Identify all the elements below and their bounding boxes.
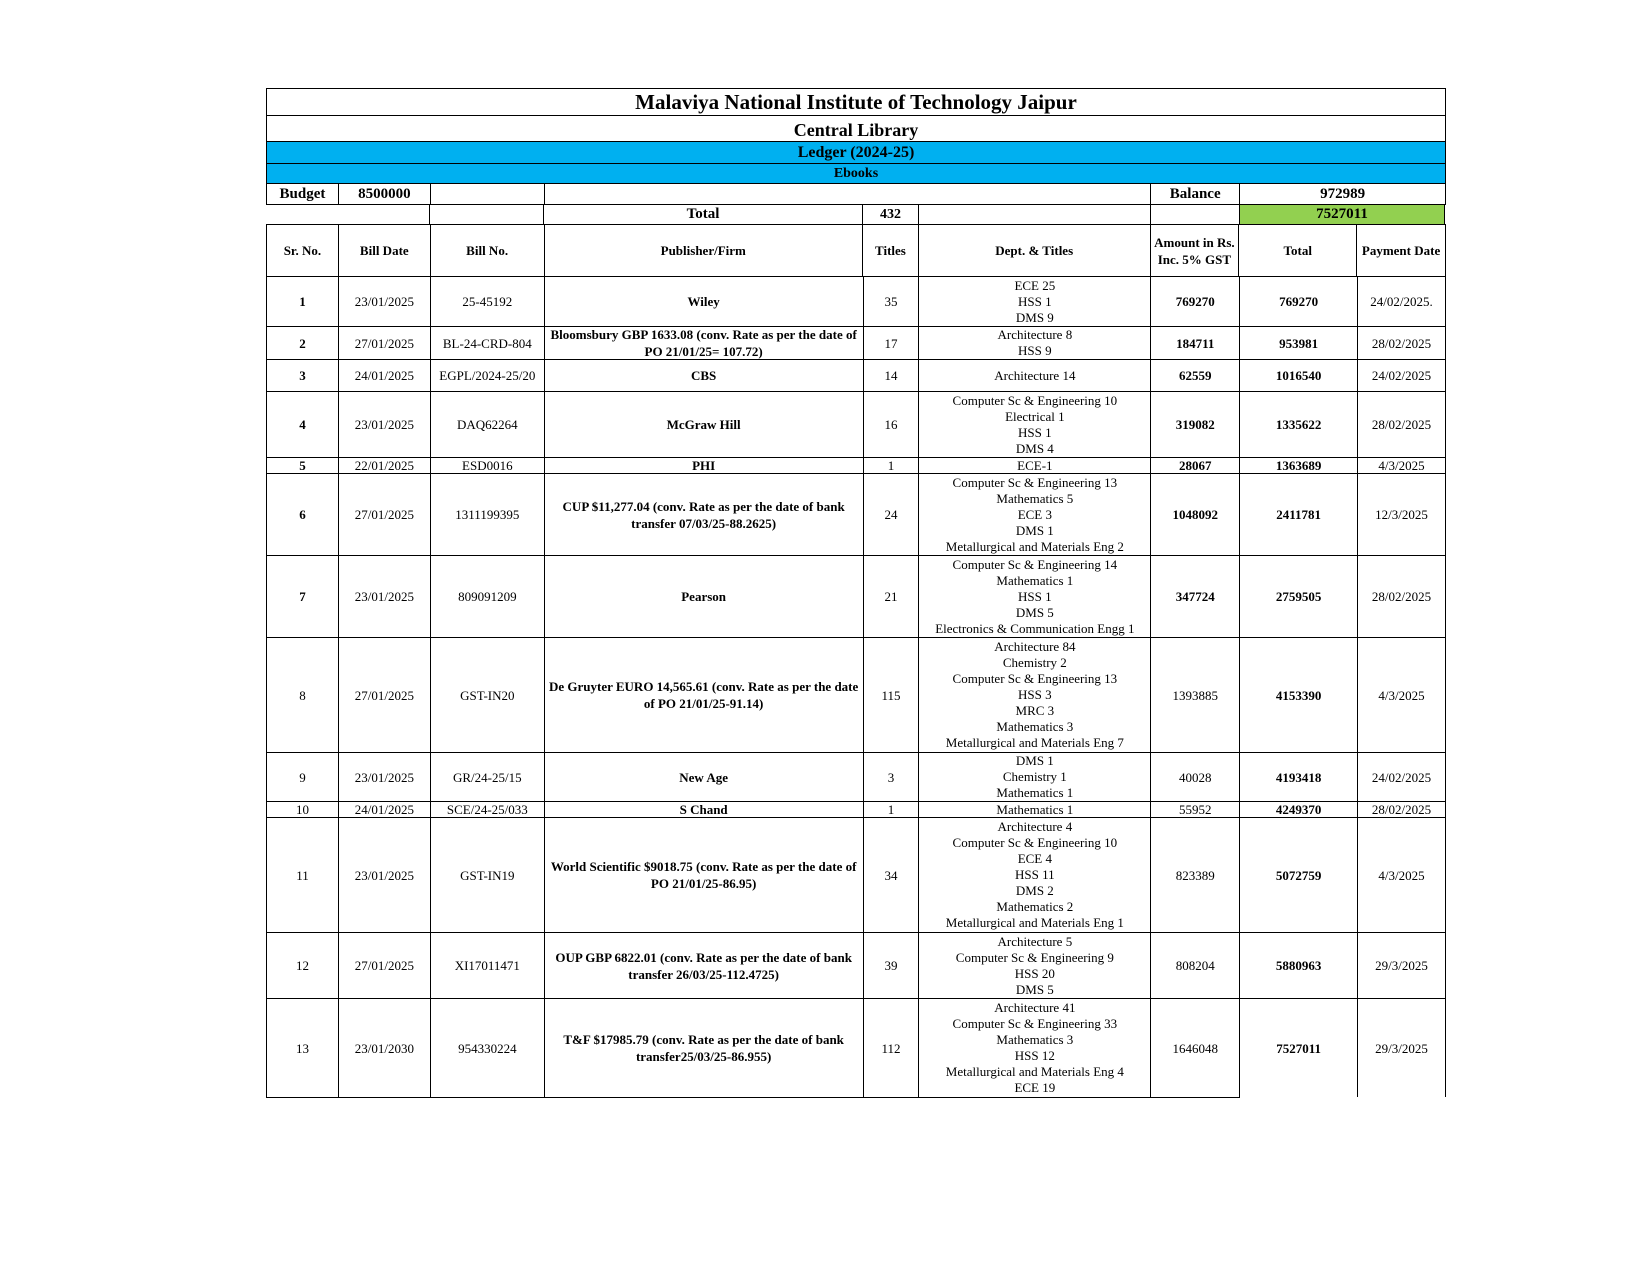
cell-dept-titles (919, 802, 1151, 817)
cell-bill-date: 24/01/2025 (339, 360, 431, 391)
table-row (266, 474, 1446, 556)
cell-payment-date: 28/02/2025 (1358, 392, 1446, 457)
dept-line: Chemistry 1 (1002, 769, 1067, 784)
dept-line: Mathematics 1 (996, 785, 1074, 800)
dept-line: Mathematics 1 (996, 802, 1074, 817)
dept-line: Computer Sc & Engineering 14 (952, 556, 1118, 572)
dept-line: Mathematics 5 (996, 490, 1074, 506)
cell-payment-date: 4/3/2025 (1358, 458, 1446, 473)
budget-label: Budget (267, 184, 339, 204)
ledger-rows (266, 277, 1446, 1098)
table-row (266, 802, 1446, 818)
cell-amount: 1646048 (1151, 999, 1240, 1097)
total-label: Total (544, 205, 863, 224)
cell-total: 4193418 (1240, 753, 1358, 801)
cell-amount: 808204 (1151, 933, 1240, 998)
cell-total: 2759505 (1240, 556, 1358, 637)
cell-amount: 55952 (1151, 802, 1240, 817)
dept-line: Mathematics 1 (996, 572, 1074, 588)
dept-line: HSS 1 (1018, 424, 1052, 440)
dept-line: Metallurgical and Materials Eng 1 (945, 915, 1124, 930)
cell-payment-date: 28/02/2025 (1358, 327, 1446, 359)
col-publisher: Publisher/Firm (545, 225, 863, 276)
cell-total: 769270 (1240, 277, 1358, 326)
cell-dept-titles (919, 474, 1151, 555)
dept-line: Chemistry 2 (1002, 655, 1067, 670)
cell-bill-no: 25-45192 (431, 277, 545, 326)
cell-sr-no: 2 (267, 327, 339, 359)
dept-line: Architecture 4 (997, 819, 1073, 834)
ledger-band (266, 141, 1446, 163)
cell-payment-date: 24/02/2025 (1358, 360, 1446, 391)
dept-line: DMS 9 (1015, 309, 1054, 325)
budget-value: 8500000 (339, 184, 431, 204)
budget-blank-2 (545, 184, 1151, 204)
cell-bill-date: 22/01/2025 (339, 458, 431, 473)
dept-line: ECE 19 (1014, 1080, 1056, 1095)
cell-amount: 28067 (1151, 458, 1240, 473)
cell-dept-titles (919, 638, 1151, 752)
cell-titles: 21 (864, 556, 920, 637)
cell-publisher: T&F $17985.79 (conv. Rate as per the date of bank transfer25/03/25-86.955) (545, 999, 864, 1097)
cell-sr-no: 10 (267, 802, 339, 817)
cell-total: 2411781 (1240, 474, 1358, 555)
institute-title: Malaviya National Institute of Technology Jaipur (635, 89, 1077, 114)
dept-line: Architecture 14 (994, 367, 1076, 383)
dept-line: DMS 5 (1015, 604, 1054, 620)
dept-line: Computer Sc & Engineering 13 (952, 671, 1118, 686)
library-title: Central Library (793, 120, 919, 140)
cell-payment-date: 24/02/2025. (1358, 277, 1446, 326)
cell-bill-no: XI17011471 (431, 933, 545, 998)
cell-dept-titles (919, 277, 1151, 326)
cell-titles: 35 (864, 277, 920, 326)
cell-sr-no: 7 (267, 556, 339, 637)
cell-publisher: Bloomsbury GBP 1633.08 (conv. Rate as per the date of PO 21/01/25= 107.72) (545, 327, 864, 359)
cell-payment-date: 4/3/2025 (1358, 638, 1446, 752)
cell-dept-titles (919, 360, 1151, 391)
dept-line: Mathematics 3 (996, 1032, 1074, 1047)
section-band (266, 163, 1446, 183)
dept-line: ECE 3 (1017, 506, 1052, 522)
dept-line: DMS 1 (1015, 753, 1054, 768)
table-row (266, 556, 1446, 638)
dept-line: HSS 12 (1014, 1048, 1055, 1063)
cell-payment-date: 24/02/2025 (1358, 753, 1446, 801)
cell-bill-date: 27/01/2025 (339, 327, 431, 359)
cell-bill-date: 23/01/2030 (339, 999, 431, 1097)
cell-titles: 112 (864, 999, 920, 1097)
dept-line: MRC 3 (1015, 703, 1055, 718)
cell-bill-date: 23/01/2025 (339, 556, 431, 637)
total-blank-5 (1151, 205, 1240, 224)
dept-line: HSS 11 (1015, 867, 1055, 882)
dept-line: ECE 25 (1014, 277, 1056, 293)
total-blank-2 (338, 205, 430, 224)
cell-sr-no: 12 (267, 933, 339, 998)
cell-bill-date: 23/01/2025 (339, 753, 431, 801)
total-blank-3 (430, 205, 544, 224)
cell-amount: 1048092 (1151, 474, 1240, 555)
dept-line: Mathematics 3 (996, 719, 1074, 734)
cell-bill-no: GST-IN20 (431, 638, 545, 752)
grand-total: 7527011 (1240, 205, 1445, 224)
dept-line: DMS 4 (1015, 440, 1054, 456)
cell-total: 5072759 (1240, 818, 1358, 932)
cell-bill-no: GR/24-25/15 (431, 753, 545, 801)
ledger-sheet (266, 88, 1446, 1098)
cell-payment-date: 4/3/2025 (1358, 818, 1446, 932)
cell-titles: 16 (864, 392, 920, 457)
dept-line: Architecture 41 (994, 1000, 1076, 1015)
dept-line: DMS 5 (1015, 981, 1054, 997)
col-sr-no: Sr. No. (267, 225, 339, 276)
dept-line: Mathematics 2 (996, 899, 1074, 914)
cell-amount: 347724 (1151, 556, 1240, 637)
dept-line: Computer Sc & Engineering 9 (955, 949, 1114, 965)
dept-line: Electronics & Communication Engg 1 (935, 620, 1135, 636)
dept-line: Architecture 8 (997, 327, 1073, 342)
dept-line: HSS 1 (1018, 293, 1052, 309)
dept-line: ECE-1 (1017, 458, 1053, 473)
cell-amount: 319082 (1151, 392, 1240, 457)
cell-bill-no: EGPL/2024-25/20 (431, 360, 545, 391)
cell-sr-no: 3 (267, 360, 339, 391)
cell-sr-no: 1 (267, 277, 339, 326)
col-amount: Amount in Rs. Inc. 5% GST (1151, 225, 1240, 276)
dept-line: Computer Sc & Engineering 10 (952, 392, 1118, 408)
cell-bill-date: 24/01/2025 (339, 802, 431, 817)
cell-amount: 40028 (1151, 753, 1240, 801)
dept-line: Architecture 5 (997, 933, 1073, 949)
cell-dept-titles (919, 458, 1151, 473)
cell-bill-date: 27/01/2025 (339, 933, 431, 998)
col-total: Total (1239, 225, 1357, 276)
cell-titles: 1 (864, 802, 920, 817)
table-row (266, 277, 1446, 327)
dept-line: Computer Sc & Engineering 10 (952, 835, 1118, 850)
cell-dept-titles (919, 327, 1151, 359)
library-title-row (266, 116, 1446, 141)
section-title: Ebooks (833, 166, 879, 181)
cell-amount: 823389 (1151, 818, 1240, 932)
cell-total: 4249370 (1240, 802, 1358, 817)
cell-amount: 62559 (1151, 360, 1240, 391)
col-bill-date: Bill Date (339, 225, 431, 276)
cell-dept-titles (919, 999, 1151, 1097)
cell-dept-titles (919, 556, 1151, 637)
cell-payment-date: 28/02/2025 (1358, 802, 1446, 817)
cell-publisher: CUP $11,277.04 (conv. Rate as per the date of bank transfer 07/03/25-88.2625) (545, 474, 864, 555)
cell-titles: 115 (864, 638, 920, 752)
cell-payment-date: 12/3/2025 (1358, 474, 1446, 555)
cell-sr-no: 4 (267, 392, 339, 457)
cell-bill-date: 23/01/2025 (339, 818, 431, 932)
cell-titles: 3 (864, 753, 920, 801)
cell-bill-date: 27/01/2025 (339, 474, 431, 555)
table-row (266, 327, 1446, 360)
cell-bill-date: 27/01/2025 (339, 638, 431, 752)
total-titles: 432 (863, 205, 919, 224)
table-row (266, 818, 1446, 933)
table-row (266, 458, 1446, 474)
col-bill-no: Bill No. (431, 225, 545, 276)
cell-total: 4153390 (1240, 638, 1358, 752)
dept-line: ECE 4 (1017, 851, 1052, 866)
cell-publisher: New Age (545, 753, 864, 801)
dept-line: HSS 9 (1018, 343, 1052, 358)
cell-publisher: S Chand (545, 802, 864, 817)
cell-sr-no: 13 (267, 999, 339, 1097)
dept-line: Metallurgical and Materials Eng 2 (945, 538, 1124, 554)
balance-value: 972989 (1320, 185, 1366, 202)
table-row (266, 999, 1446, 1097)
cell-bill-date: 23/01/2025 (339, 277, 431, 326)
institute-title-row (266, 88, 1446, 116)
cell-sr-no: 9 (267, 753, 339, 801)
cell-titles: 1 (864, 458, 920, 473)
table-row (266, 933, 1446, 999)
cell-total: 5880963 (1240, 933, 1358, 998)
cell-bill-date: 23/01/2025 (339, 392, 431, 457)
dept-line: Computer Sc & Engineering 13 (952, 474, 1118, 490)
cell-sr-no: 11 (267, 818, 339, 932)
cell-titles: 34 (864, 818, 920, 932)
cell-titles: 17 (864, 327, 920, 359)
table-row (266, 753, 1446, 802)
cell-bill-no: 954330224 (431, 999, 545, 1097)
cell-dept-titles (919, 818, 1151, 932)
cell-publisher: McGraw Hill (545, 392, 864, 457)
cell-total: 953981 (1240, 327, 1358, 359)
cell-total: 1016540 (1240, 360, 1358, 391)
cell-total: 7527011 (1240, 999, 1358, 1097)
cell-dept-titles (919, 933, 1151, 998)
dept-line: HSS 3 (1018, 687, 1052, 702)
table-row (266, 360, 1446, 392)
cell-sr-no: 6 (267, 474, 339, 555)
dept-line: DMS 2 (1015, 883, 1054, 898)
cell-bill-no: DAQ62264 (431, 392, 545, 457)
cell-total: 1335622 (1240, 392, 1358, 457)
table-bottom-border (266, 1097, 1240, 1098)
cell-sr-no: 8 (267, 638, 339, 752)
total-row (266, 204, 1446, 224)
cell-dept-titles (919, 392, 1151, 457)
cell-publisher: CBS (545, 360, 864, 391)
cell-bill-no: SCE/24-25/033 (431, 802, 545, 817)
cell-publisher: World Scientific $9018.75 (conv. Rate as per the date of PO 21/01/25-86.95) (545, 818, 864, 932)
cell-publisher: PHI (545, 458, 864, 473)
cell-dept-titles (919, 753, 1151, 801)
dept-line: HSS 1 (1018, 588, 1052, 604)
dept-line: Computer Sc & Engineering 33 (952, 1016, 1118, 1031)
cell-amount: 184711 (1151, 327, 1240, 359)
cell-publisher: Wiley (545, 277, 864, 326)
ledger-title: Ledger (2024-25) (797, 144, 915, 161)
cell-amount: 1393885 (1151, 638, 1240, 752)
dept-line: Metallurgical and Materials Eng 7 (945, 735, 1124, 750)
table-row (266, 638, 1446, 753)
cell-bill-no: BL-24-CRD-804 (431, 327, 545, 359)
cell-payment-date: 29/3/2025 (1358, 933, 1446, 998)
cell-publisher: OUP GBP 6822.01 (conv. Rate as per the date of bank transfer 26/03/25-112.4725) (545, 933, 864, 998)
dept-line: Electrical 1 (1005, 408, 1065, 424)
col-payment-date: Payment Date (1361, 243, 1441, 258)
cell-titles: 39 (864, 933, 920, 998)
cell-payment-date: 28/02/2025 (1358, 556, 1446, 637)
cell-bill-no: 809091209 (431, 556, 545, 637)
budget-blank-1 (431, 184, 545, 204)
dept-line: HSS 20 (1014, 965, 1055, 981)
budget-row (266, 183, 1446, 204)
balance-label: Balance (1151, 184, 1240, 204)
cell-amount: 769270 (1151, 277, 1240, 326)
cell-publisher: Pearson (545, 556, 864, 637)
column-header-row (266, 224, 1446, 277)
dept-line: Metallurgical and Materials Eng 4 (945, 1064, 1124, 1079)
cell-publisher: De Gruyter EURO 14,565.61 (conv. Rate as per the date of PO 21/01/25-91.14) (545, 638, 864, 752)
cell-sr-no: 5 (267, 458, 339, 473)
total-blank-1 (266, 205, 338, 224)
cell-bill-no: 1311199395 (431, 474, 545, 555)
cell-bill-no: GST-IN19 (431, 818, 545, 932)
col-dept-titles: Dept. & Titles (919, 225, 1151, 276)
cell-titles: 14 (864, 360, 920, 391)
total-blank-4 (919, 205, 1151, 224)
cell-payment-date: 29/3/2025 (1358, 999, 1446, 1097)
cell-titles: 24 (864, 474, 920, 555)
cell-bill-no: ESD0016 (431, 458, 545, 473)
table-row (266, 392, 1446, 458)
cell-total: 1363689 (1240, 458, 1358, 473)
dept-line: DMS 1 (1015, 522, 1054, 538)
col-titles: Titles (863, 225, 919, 276)
dept-line: Architecture 84 (994, 639, 1076, 654)
